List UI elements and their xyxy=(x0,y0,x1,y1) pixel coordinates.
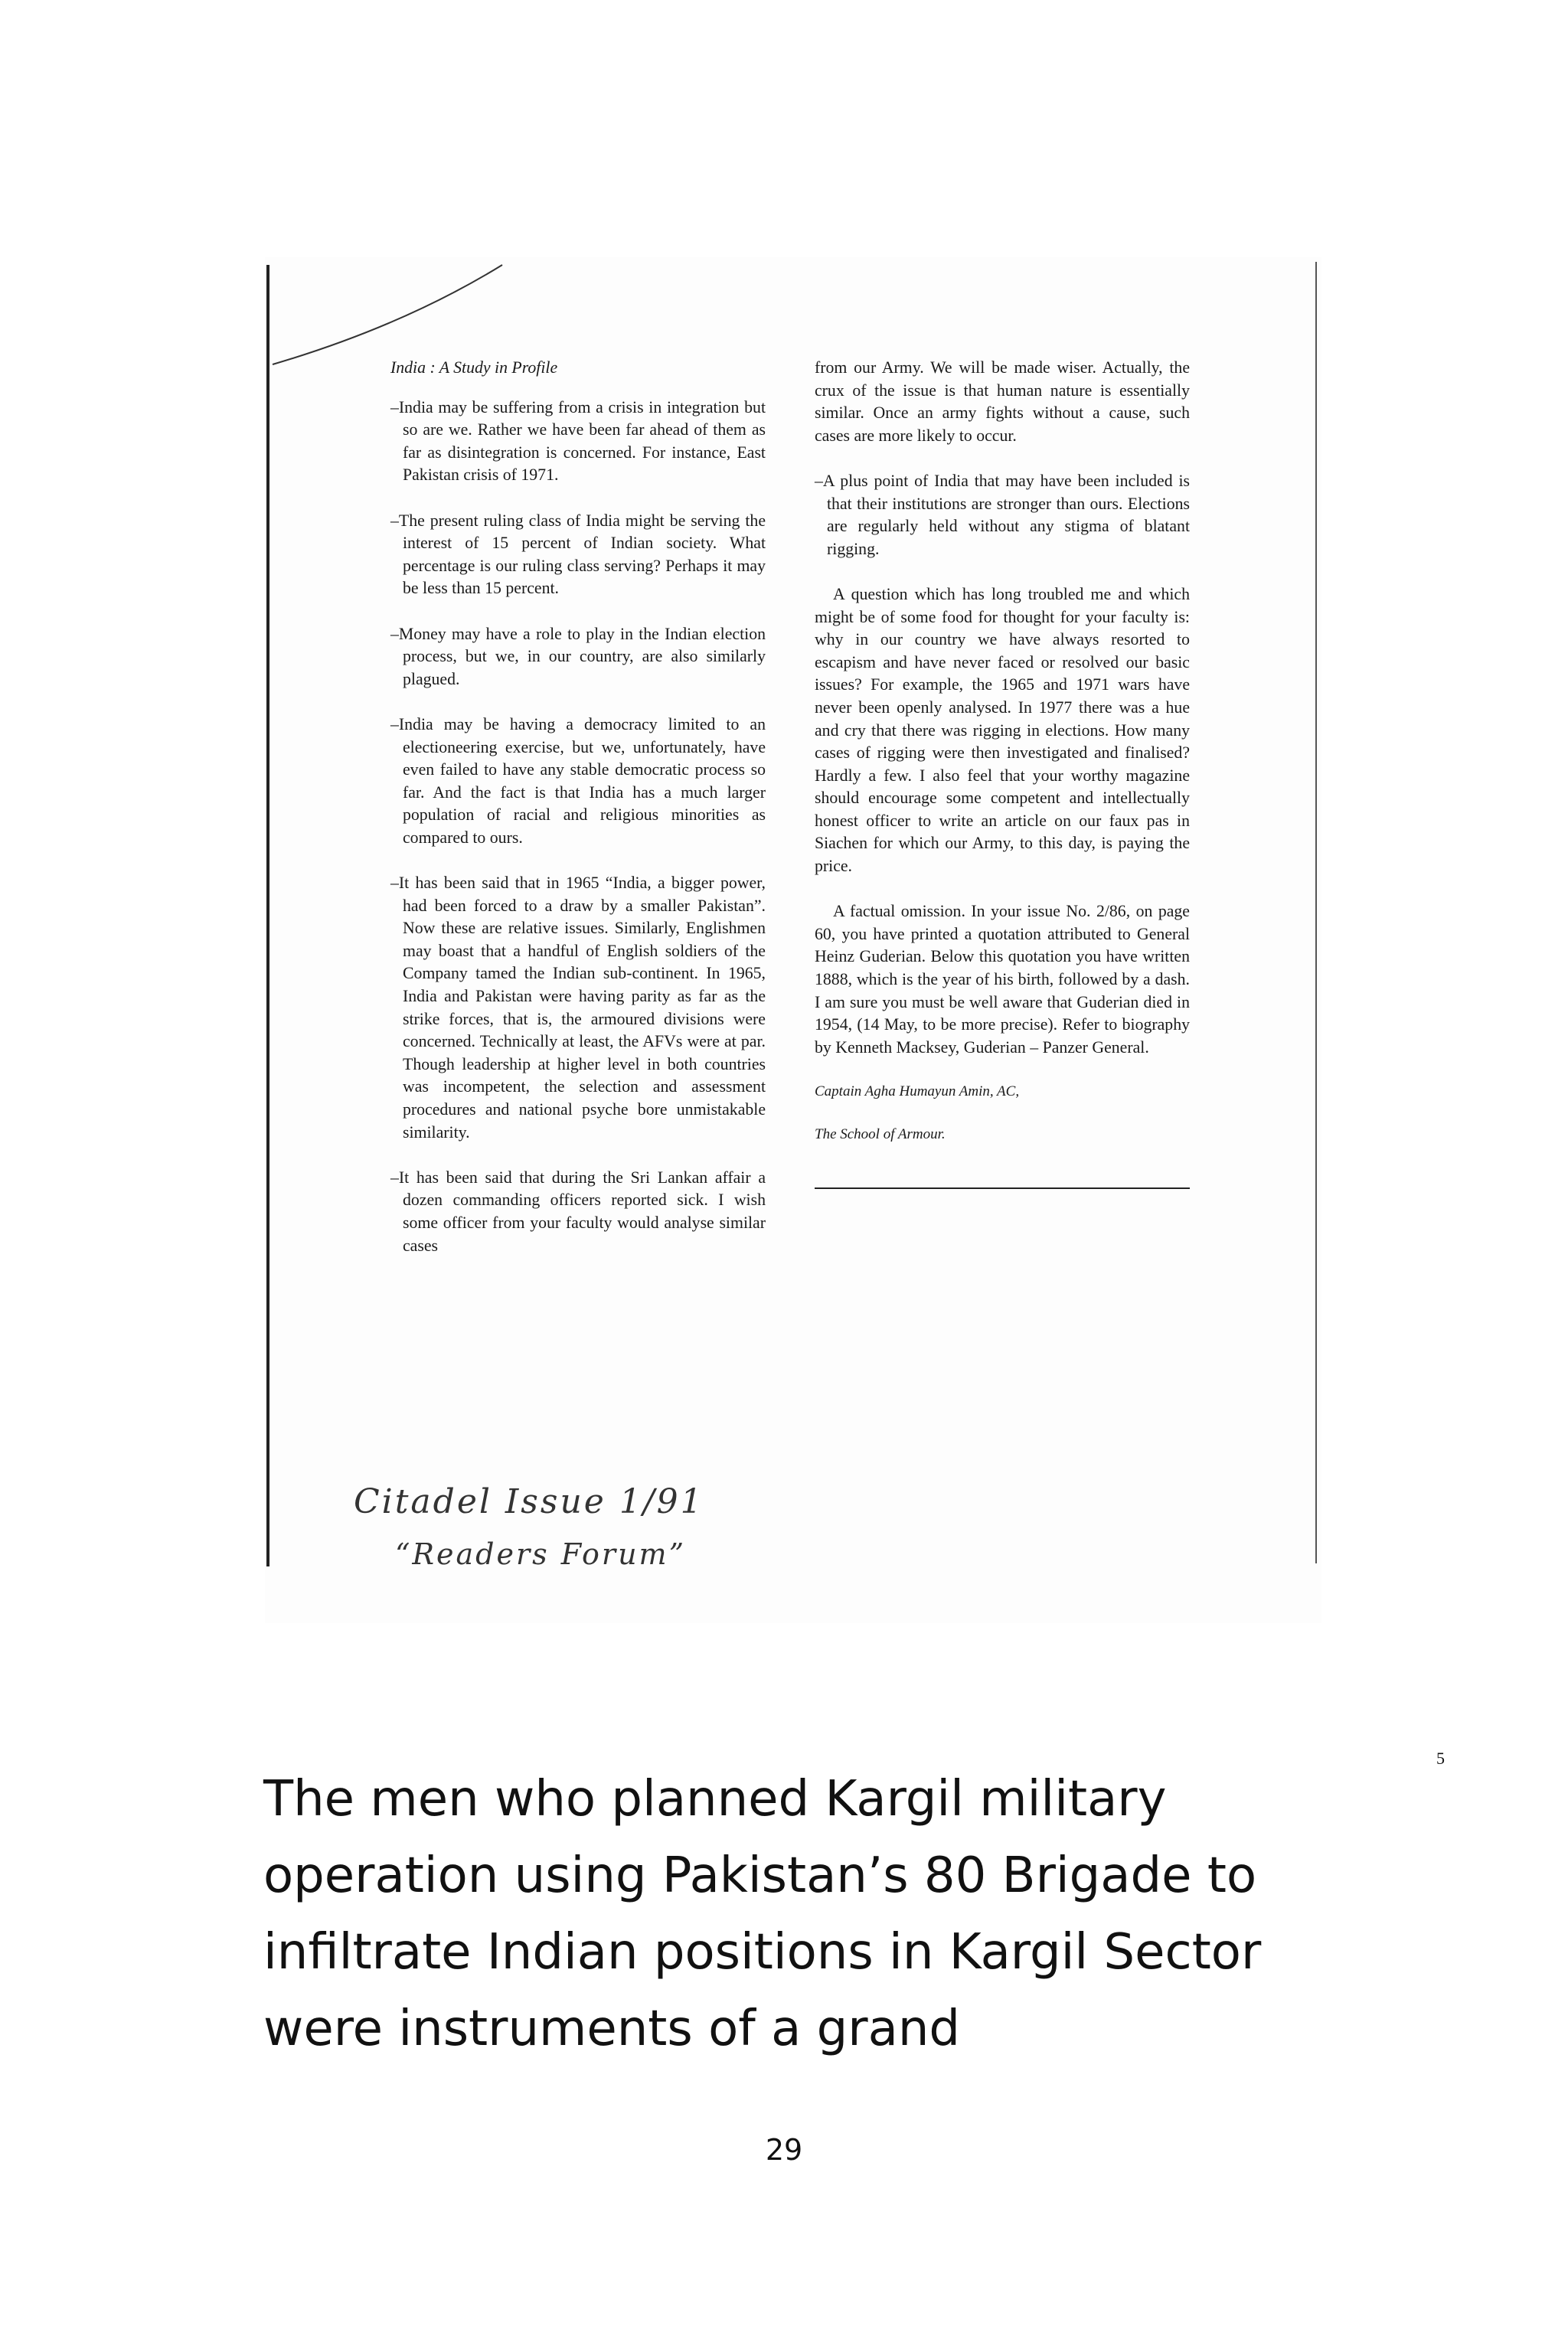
signature-name: Captain Agha Humayun Amin, AC, xyxy=(815,1083,1020,1099)
closing-rule xyxy=(815,1187,1190,1189)
article-header: India : A Study in Profile xyxy=(390,358,558,377)
left-column xyxy=(390,357,766,1280)
handwritten-note-forum: “Readers Forum” xyxy=(395,1537,687,1571)
pen-stroke xyxy=(265,257,571,372)
handwritten-note-issue: Citadel Issue 1/91 xyxy=(354,1482,704,1521)
paragraph: –Money may have a role to play in the Indian election process, but we, in our country, are also similarly plagued. xyxy=(390,624,766,688)
paragraph: –It has been said that in 1965 “India, a bigger power, had been forced to a draw by a smaller Pakistan”. Now these are relative issues. Similarly, Englishmen may boast that a handful of English soldiers of the Company tamed the Indian sub-continent. In 1965, India and Pakistan were having parity as far as the strike forces, that is, the armoured divisions were concerned. Technically at least, the AFVs were at par. Though leadership at higher level in both countries was incompetent, the selection and assessment procedures and national psyche bore unmistakable similarity. xyxy=(390,874,766,1142)
scanned-page xyxy=(265,257,1445,1768)
paragraph: –It has been said that during the Sri Lankan affair a dozen commanding officers reported sick. I wish some officer from your faculty would analyse similar cases xyxy=(390,1168,766,1255)
paragraph: A question which has long troubled me and which might be of some food for thought for your faculty is: why in our country we have always resorted to escapism and have never faced or resolved our basic issues? For example, the 1965 and 1971 wars have never been openly analysed. In 1977 there was a hue and cry that there was rigging in elections. How many cases of rigging were then investigated and finalised? Hardly a few. I also feel that your worthy magazine should encourage some competent and intellectually honest officer to write an article on our faux pas in Siachen for which our Army, to this day, is paying the price. xyxy=(815,584,1190,876)
paragraph: A factual omission. In your issue No. 2/86, on page 60, you have printed a quotation attributed to General Heinz Guderian. Below this quotation you have written 1888, which is the year of his birth, followed by a dash. I am sure you must be well aware that Guderian died in 1954, (14 May, to be more precise). Refer to biography by Kenneth Macksey, Guderian – Panzer General. xyxy=(815,902,1190,1057)
body-paragraph: The men who planned Kargil military operation using Pakistan’s 80 Brigade to infiltrate Indian positions in Kargil Sector were instruments of a grand xyxy=(263,1771,1262,2057)
page-number: 29 xyxy=(765,2133,803,2167)
scan-page-number: 5 xyxy=(1436,1749,1445,1768)
paragraph: from our Army. We will be made wiser. Actually, the crux of the issue is that human nature is essentially similar. Once an army fights without a cause, such cases are more likely to occur. xyxy=(815,358,1190,445)
paragraph: –India may be suffering from a crisis in integration but so are we. Rather we have been far ahead of them as far as disintegration is concerned. For instance, East Pakistan crisis of 1971. xyxy=(390,397,766,485)
paragraph: –The present ruling class of India might be serving the interest of 15 percent of Indian society. What percentage is our ruling class serving? Perhaps it may be less than 15 percent. xyxy=(390,511,766,598)
scan-left-edge xyxy=(266,265,270,1566)
right-column xyxy=(815,357,1190,1189)
signature-unit: The School of Armour. xyxy=(815,1125,946,1142)
scan-right-edge xyxy=(1315,262,1317,1563)
paragraph: –India may be having a democracy limited to an electioneering exercise, but we, unfortunately, have even failed to have any stable democratic process so far. And the fact is that India has a much larger population of racial and religious minorities as compared to ours. xyxy=(390,714,766,847)
paragraph: –A plus point of India that may have been included is that their institutions are stronger than ours. Elections are regularly held without any stigma of blatant rigging. xyxy=(815,471,1190,558)
